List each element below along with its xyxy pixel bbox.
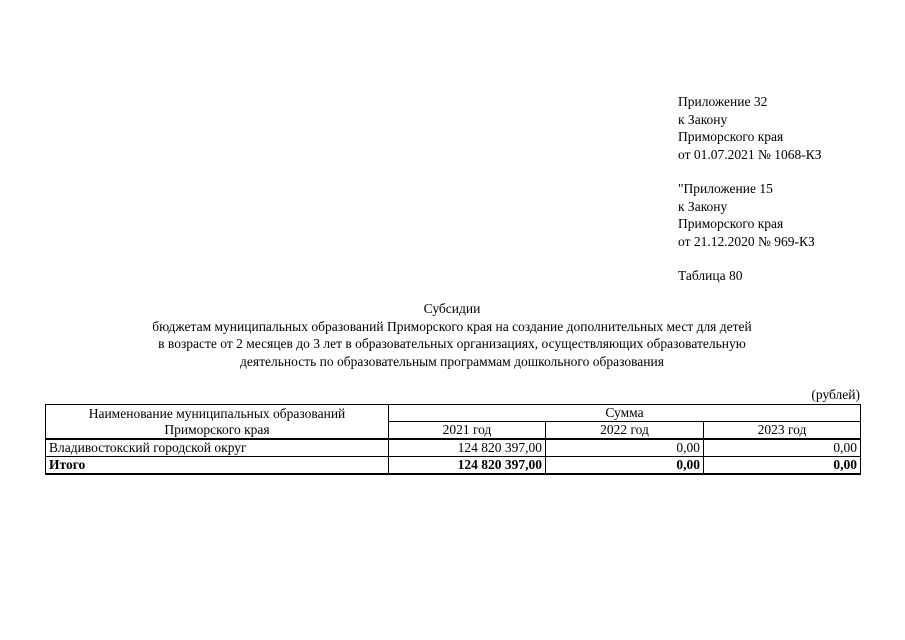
row-name: Владивостокский городской округ <box>46 439 389 457</box>
total-value-2021: 124 820 397,00 <box>389 457 546 475</box>
document-title <box>60 300 844 370</box>
title-line: в возрасте от 2 месяцев до 3 лет в образовательных организациях, осуществляющих образовательную <box>158 336 746 351</box>
title-line: бюджетам муниципальных образований Приморского края на создание дополнительных мест для детей <box>152 318 752 334</box>
header-sum-cell: Сумма <box>389 405 861 422</box>
appendix-line: "Приложение 15 <box>678 181 773 196</box>
title-line: деятельность по образовательным программам дошкольного образования <box>240 353 664 369</box>
appendix-header <box>678 93 822 285</box>
units-label: (рублей) <box>811 387 860 402</box>
header-year-2022: 2022 год <box>546 422 704 440</box>
row-value-2021: 124 820 397,00 <box>389 439 546 457</box>
appendix-32-block <box>678 93 822 163</box>
total-value-2022: 0,00 <box>546 457 704 475</box>
row-value-2022: 0,00 <box>546 439 704 457</box>
table-header-row <box>46 405 861 422</box>
table-number: Таблица 80 <box>678 268 743 283</box>
appendix-line: от 21.12.2020 № 969-КЗ <box>678 233 815 249</box>
header-year-2023: 2023 год <box>704 422 861 440</box>
appendix-line: к Закону <box>678 198 728 214</box>
header-year-2021: 2021 год <box>389 422 546 440</box>
row-value-2023: 0,00 <box>704 439 861 457</box>
header-name-line: Наименование муниципальных образований <box>88 405 346 421</box>
appendix-line: к Закону <box>678 111 728 127</box>
table-row <box>46 439 861 457</box>
appendix-line: Приморского края <box>678 129 784 144</box>
table-total-row <box>46 457 861 475</box>
appendix-line: Приморского края <box>678 216 784 231</box>
appendix-line: Приложение 32 <box>678 94 768 109</box>
appendix-line: от 01.07.2021 № 1068-КЗ <box>678 146 822 162</box>
header-name-cell <box>46 405 389 440</box>
total-value-2023: 0,00 <box>704 457 861 475</box>
header-name-line: Приморского края <box>164 421 270 437</box>
appendix-15-block <box>678 180 822 250</box>
total-name: Итого <box>46 457 389 475</box>
title-line: Субсидии <box>423 301 481 316</box>
subsidy-table <box>45 404 861 475</box>
